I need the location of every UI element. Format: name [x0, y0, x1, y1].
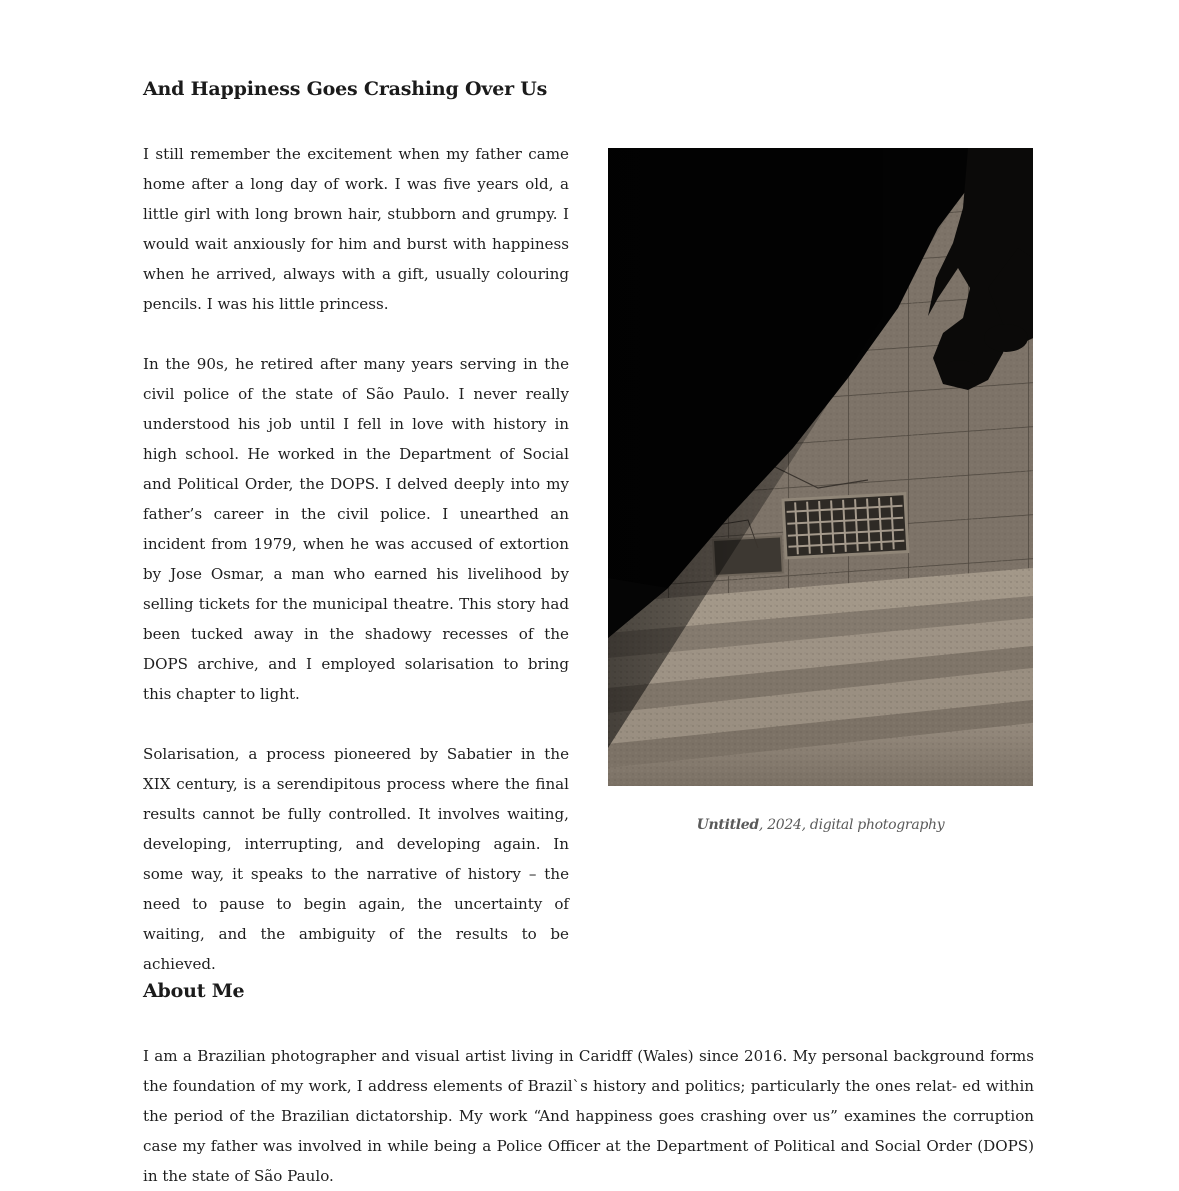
- about-title: About Me: [143, 980, 245, 1002]
- photo-caption: [608, 817, 1033, 833]
- caption-title: Untitled: [696, 817, 759, 833]
- about-paragraph: I am a Brazilian photographer and visual artist living in Caridff (Wales) since 2016. My personal background forms the foundation of my work, I address elements of Brazil`s history and politics; particularly the ones relat- ed within the period of the Brazilian dictatorship. My work “And happiness goes crashing over us” examines the corruption case my father was involved in while being a Police Officer at the Department of Political and Social Order (DOPS) in the state of São Paulo.: [143, 1047, 1034, 1185]
- article-title: And Happiness Goes Crashing Over Us: [143, 78, 548, 100]
- article-body: [143, 139, 569, 1009]
- article-paragraph-1: I still remember the excitement when my father came home after a long day of work. I was five years old, a little girl with long brown hair, stubborn and grumpy. I would wait anxiously for him and burst with happiness when he arrived, always with a gift, usually colouring pencils. I was his little princess.: [143, 145, 569, 313]
- article-paragraph-3: Solarisation, a process pioneered by Sabatier in the XIX century, is a serendipitous process where the final results cannot be fully controlled. It involves waiting, developing, interrupting, and developing again. In some way, it speaks to the narrative of history – the need to pause to begin again, the uncertainty of waiting, and the ambiguity of the results to be achieved.: [143, 745, 569, 973]
- article-paragraph-2: In the 90s, he retired after many years serving in the civil police of the state of São Paulo. I never really understood his job until I fell in love with history in high school. He worked in the Department of Social and Political Order, the DOPS. I delved deeply into my father’s career in the civil police. I unearthed an incident from 1979, when he was accused of extortion by Jose Osmar, a man who earned his livelihood by selling tickets for the municipal theatre. This story had been tucked away in the shadowy recesses of the DOPS archive, and I employed solarisation to bring this chapter to light.: [143, 355, 569, 703]
- caption-details: , 2024, digital photography: [758, 817, 945, 833]
- untitled-photograph: [608, 148, 1033, 786]
